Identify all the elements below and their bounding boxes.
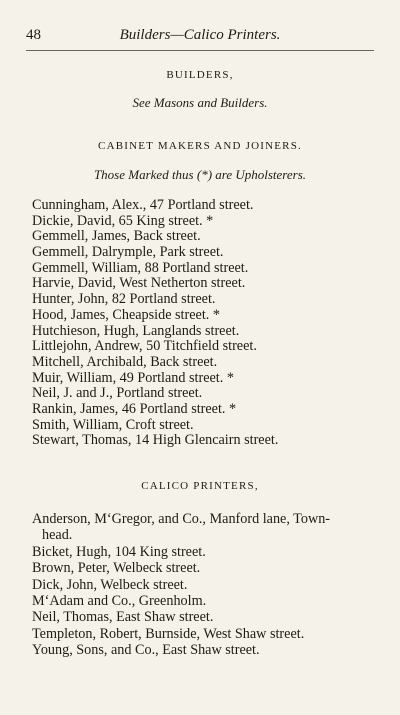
- list-item: Anderson, M‘Gregor, and Co., Manford lane, Town-: [32, 511, 331, 527]
- list-item: Bicket, Hugh, 104 King street.: [32, 543, 206, 560]
- list-item: Smith, William, Croft street.: [32, 416, 194, 433]
- list-item: Harvie, David, West Netherton street.: [32, 275, 246, 292]
- list-item: Dick, John, Welbeck street.: [32, 576, 188, 593]
- list-item: Neil, Thomas, East Shaw street.: [32, 609, 214, 626]
- list-item: Gemmell, James, Back street.: [32, 228, 201, 245]
- list-item: Neil, J. and J., Portland street.: [32, 385, 203, 402]
- calico-printers-heading: CALICO PRINTERS,: [141, 480, 259, 492]
- list-item: Gemmell, William, 88 Portland street.: [32, 259, 249, 276]
- list-item: Templeton, Robert, Burnside, West Shaw street.: [32, 625, 305, 642]
- cabinet-makers-heading: CABINET MAKERS AND JOINERS.: [98, 140, 302, 152]
- list-item-continuation: head.: [42, 527, 73, 544]
- list-item: Brown, Peter, Welbeck street.: [32, 560, 201, 577]
- list-item: Young, Sons, and Co., East Shaw street.: [32, 642, 260, 659]
- header-rule: [26, 50, 374, 51]
- page-header: [0, 27, 400, 47]
- list-item: Dickie, David, 65 King street. *: [32, 212, 214, 229]
- builders-heading: BUILDERS,: [166, 69, 234, 81]
- list-item: Muir, William, 49 Portland street. *: [32, 369, 234, 386]
- cabinet-makers-list: [32, 198, 278, 449]
- calico-printers-list: [32, 511, 330, 659]
- list-item: Cunningham, Alex., 47 Portland street.: [32, 197, 254, 213]
- upholsterers-note: Those Marked thus (*) are Upholsterers.: [93, 167, 307, 182]
- list-item: Gemmell, Dalrymple, Park street.: [32, 244, 224, 261]
- list-item: Littlejohn, Andrew, 50 Titchfield street.: [32, 338, 257, 355]
- list-item: Stewart, Thomas, 14 High Glencairn street.: [32, 432, 279, 449]
- list-item: Hutchieson, Hugh, Langlands street.: [32, 322, 240, 339]
- list-item: Hood, James, Cheapside street. *: [32, 306, 220, 323]
- builders-cross-reference: See Masons and Builders.: [132, 95, 268, 110]
- list-item: Hunter, John, 82 Portland street.: [32, 291, 216, 308]
- list-item: M‘Adam and Co., Greenholm.: [32, 592, 207, 609]
- page-number: 48: [26, 27, 41, 43]
- list-item: Rankin, James, 46 Portland street. *: [32, 400, 237, 417]
- running-head: Builders—Calico Printers.: [119, 27, 281, 43]
- list-item: Mitchell, Archibald, Back street.: [32, 353, 218, 370]
